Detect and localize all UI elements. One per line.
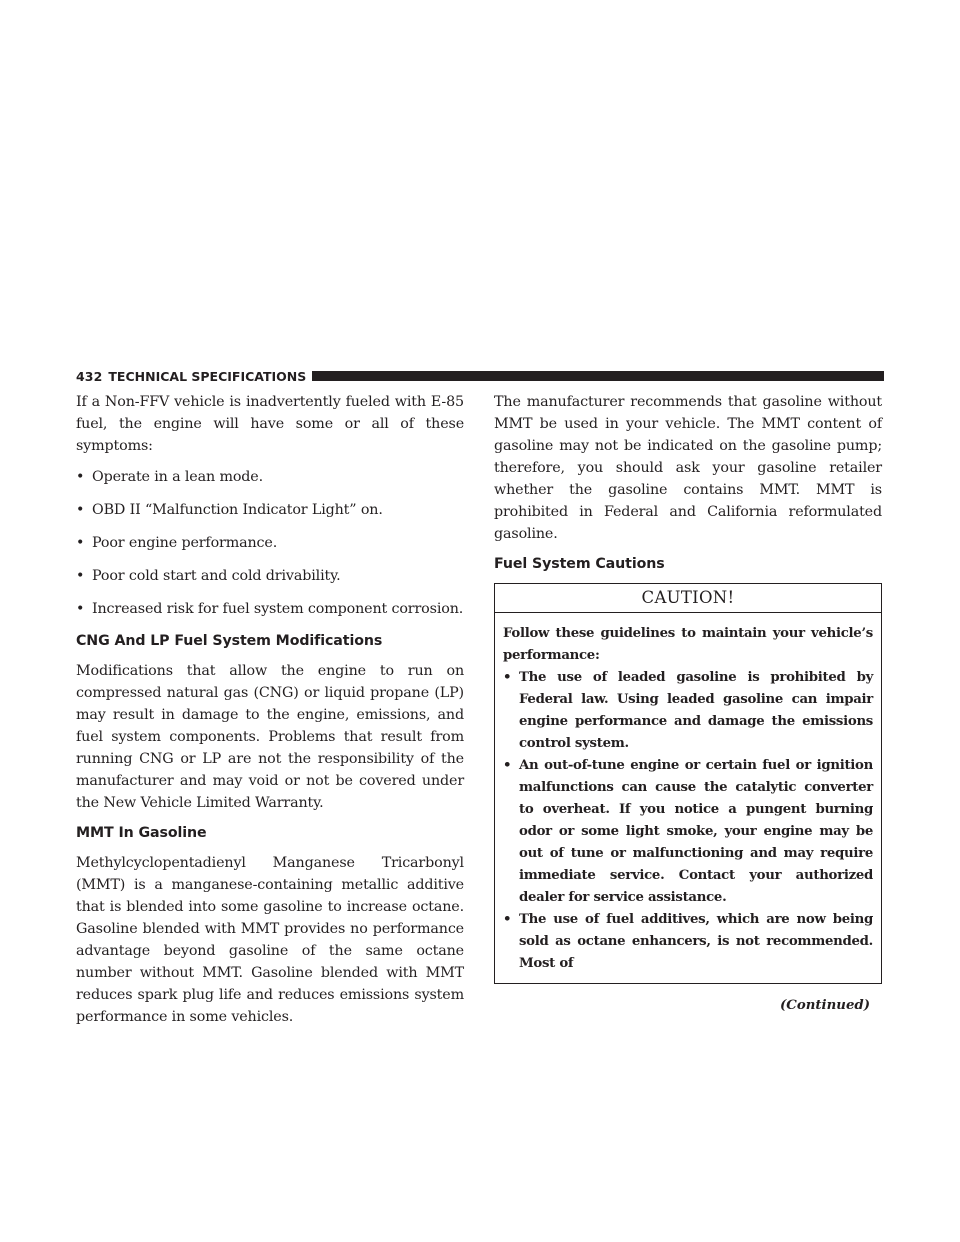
list-item: • An out-of-tune engine or certain fuel or ignition malfunctions can cause the catalytic converter to overheat. If you notice a pungent burning odor or some light smoke, your engine may be out of tune or malfunctioning and may require immediate service. Contact your authorized dealer for service assistance. xyxy=(503,755,873,909)
list-item: • OBD II “Malfunction Indicator Light” on. xyxy=(76,499,464,521)
bullet-icon: • xyxy=(503,670,512,685)
section-title: TECHNICAL SPECIFICATIONS xyxy=(108,368,307,384)
cng-heading: CNG And LP Fuel System Modifications xyxy=(76,633,383,649)
bullet-icon: • xyxy=(76,601,85,617)
caution-list xyxy=(503,667,873,975)
bullet-icon: • xyxy=(76,502,85,518)
list-item: • The use of leaded gasoline is prohibited by Federal law. Using leaded gasoline can impair engine performance and damage the emissions control system. xyxy=(503,667,873,755)
caution-box xyxy=(494,583,882,984)
continued-note: (Continued) xyxy=(780,998,870,1013)
e85-intro: If a Non-FFV vehicle is inadvertently fueled with E-85 fuel, the engine will have some or all of these symptoms: xyxy=(76,394,464,454)
right-column xyxy=(494,391,882,1013)
symptom-list xyxy=(76,466,464,620)
cautions-heading: Fuel System Cautions xyxy=(494,556,665,572)
bullet-icon: • xyxy=(76,568,85,584)
bullet-icon: • xyxy=(76,535,85,551)
mmt-recommendation: The manufacturer recommends that gasoline without MMT be used in your vehicle. The MMT content of gasoline may not be indicated on the gasoline pump; therefore, you should ask your gasoline retailer whether the gasoline contains MMT. MMT is prohibited in Federal and California reformulated gasoline. xyxy=(494,394,882,542)
mmt-paragraph: Methylcyclopentadienyl Manganese Tricarbonyl (MMT) is a manganese-containing metallic additive that is blended into some gasoline to increase octane. Gasoline blended with MMT provides no performance advantage beyond gasoline of the same octane number without MMT. Gasoline blended with MMT reduces spark plug life and reduces emissions system performance in some vehicles. xyxy=(76,855,464,1025)
mmt-heading: MMT In Gasoline xyxy=(76,825,207,841)
page-number: 432 xyxy=(76,368,103,384)
list-item: • Increased risk for fuel system component corrosion. xyxy=(76,598,464,620)
bullet-icon: • xyxy=(503,758,512,773)
list-item: • Poor engine performance. xyxy=(76,532,464,554)
caution-body xyxy=(495,613,881,983)
left-column xyxy=(76,391,464,1028)
list-item: • Operate in a lean mode. xyxy=(76,466,464,488)
list-item: • Poor cold start and cold drivability. xyxy=(76,565,464,587)
caution-intro: Follow these guidelines to maintain your vehicle’s performance: xyxy=(503,626,873,663)
caution-title: CAUTION! xyxy=(495,584,881,613)
bullet-icon: • xyxy=(76,469,85,485)
list-item: • The use of fuel additives, which are now being sold as octane enhancers, is not recommended. Most of xyxy=(503,909,873,975)
page-header xyxy=(76,368,884,384)
cng-paragraph: Modifications that allow the engine to run on compressed natural gas (CNG) or liquid propane (LP) may result in damage to the engine, emissions, and fuel system components. Problems that result from running CNG or LP are not the responsibility of the manufacturer and may void or not be covered under the New Vehicle Limited Warranty. xyxy=(76,663,464,811)
header-rule xyxy=(312,371,884,381)
bullet-icon: • xyxy=(503,912,512,927)
